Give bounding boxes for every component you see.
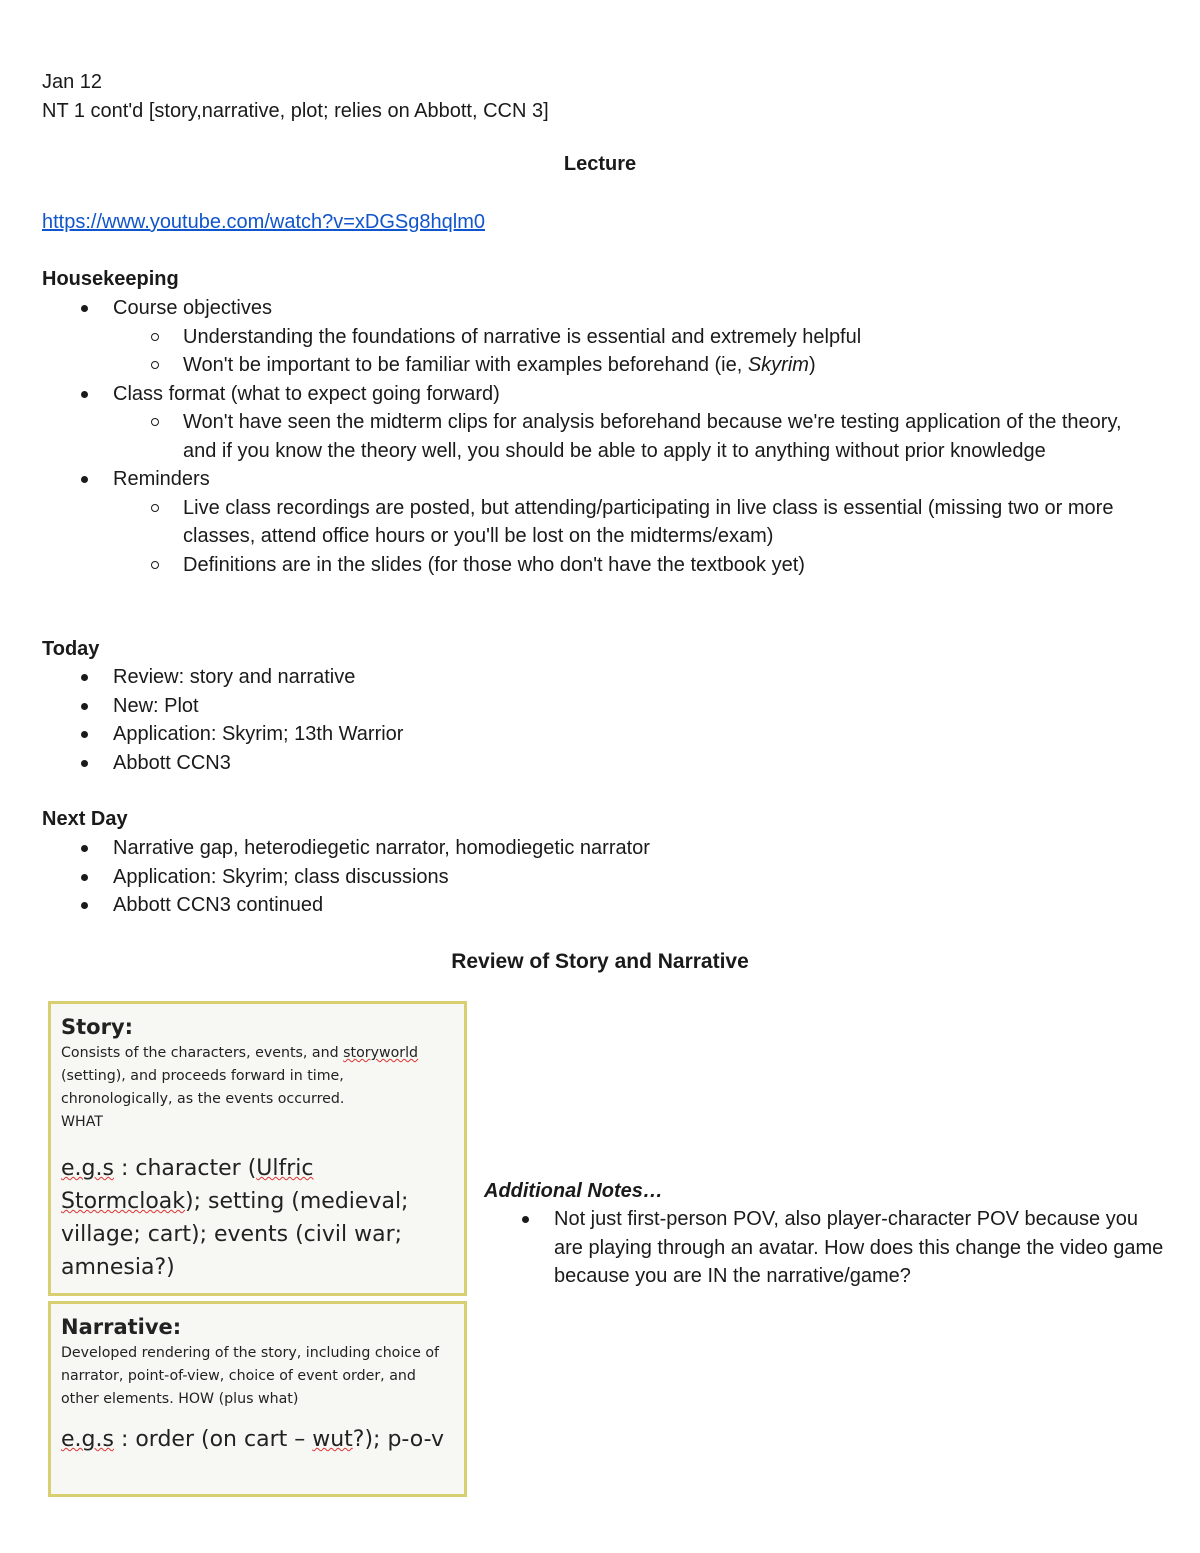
list-item: Definitions are in the slides (for those who don't have the textbook yet) bbox=[113, 551, 1152, 580]
list-item-label: Course objectives bbox=[113, 297, 272, 319]
list-item bbox=[42, 380, 1152, 466]
today-list bbox=[42, 663, 1152, 777]
list-item: New: Plot bbox=[42, 692, 1152, 721]
housekeeping-list bbox=[42, 294, 1152, 579]
narrative-slide-definition: Developed rendering of the story, including choice of narrator, point-of-view, choice of event order, and other elements. HOW (plus what) bbox=[61, 1345, 440, 1407]
next-day-heading: Next Day bbox=[42, 808, 128, 830]
story-slide-examples: e.g.s : character (Ulfric Stormcloak); setting (medieval; village; cart); events (civil war; amnesia?) bbox=[61, 1156, 409, 1280]
list-item: Abbott CCN3 continued bbox=[42, 891, 1152, 920]
narrative-slide bbox=[48, 1301, 467, 1497]
list-item: Abbott CCN3 bbox=[42, 749, 1152, 778]
additional-notes-list bbox=[484, 1205, 1164, 1291]
list-item: Review: story and narrative bbox=[42, 663, 1152, 692]
subtitle: NT 1 cont'd [story,narrative, plot; relies on Abbott, CCN 3] bbox=[42, 100, 549, 122]
list-item: Live class recordings are posted, but attending/participating in live class is essential (missing two or more classes, attend office hours or you'll be lost on the midterms/exam) bbox=[113, 494, 1152, 551]
list-item bbox=[42, 294, 1152, 380]
list-item: Not just first-person POV, also player-character POV because you are playing through an avatar. How does this change the video game because you are IN the narrative/game? bbox=[484, 1205, 1164, 1291]
list-item-label: Class format (what to expect going forward) bbox=[113, 382, 500, 405]
narrative-slide-examples: e.g.s : order (on cart – wut?); p-o-v bbox=[61, 1427, 445, 1452]
list-item: Application: Skyrim; class discussions bbox=[42, 863, 1152, 892]
list-item: Won't be important to be familiar with examples beforehand (ie, Skyrim) bbox=[113, 351, 1152, 380]
story-slide-definition: Consists of the characters, events, and storyworld (setting), and proceeds forward in time, chronologically, as the events occurred. WHAT bbox=[61, 1045, 419, 1130]
list-item: Understanding the foundations of narrative is essential and extremely helpful bbox=[113, 323, 1152, 352]
list-item: Won't have seen the midterm clips for analysis beforehand because we're testing application of the theory, and if you know the theory well, you should be able to apply it to anything without prior knowledge bbox=[113, 408, 1152, 465]
story-slide-title: Story: bbox=[61, 1015, 134, 1039]
today-heading: Today bbox=[42, 638, 100, 660]
lecture-title: Lecture bbox=[563, 153, 637, 175]
additional-notes-title: Additional Notes… bbox=[484, 1180, 663, 1202]
narrative-slide-title: Narrative: bbox=[61, 1315, 182, 1339]
list-item-label: Reminders bbox=[113, 468, 210, 490]
review-title: Review of Story and Narrative bbox=[451, 950, 749, 973]
next-day-list bbox=[42, 834, 1152, 920]
story-slide bbox=[48, 1001, 467, 1296]
housekeeping-heading: Housekeeping bbox=[42, 268, 179, 290]
date: Jan 12 bbox=[42, 71, 103, 93]
video-link[interactable]: https://www.youtube.com/watch?v=xDGSg8hqlm0 bbox=[42, 211, 485, 233]
list-item: Narrative gap, heterodiegetic narrator, homodiegetic narrator bbox=[42, 834, 1152, 863]
list-item bbox=[42, 465, 1152, 579]
list-item: Application: Skyrim; 13th Warrior bbox=[42, 720, 1152, 749]
